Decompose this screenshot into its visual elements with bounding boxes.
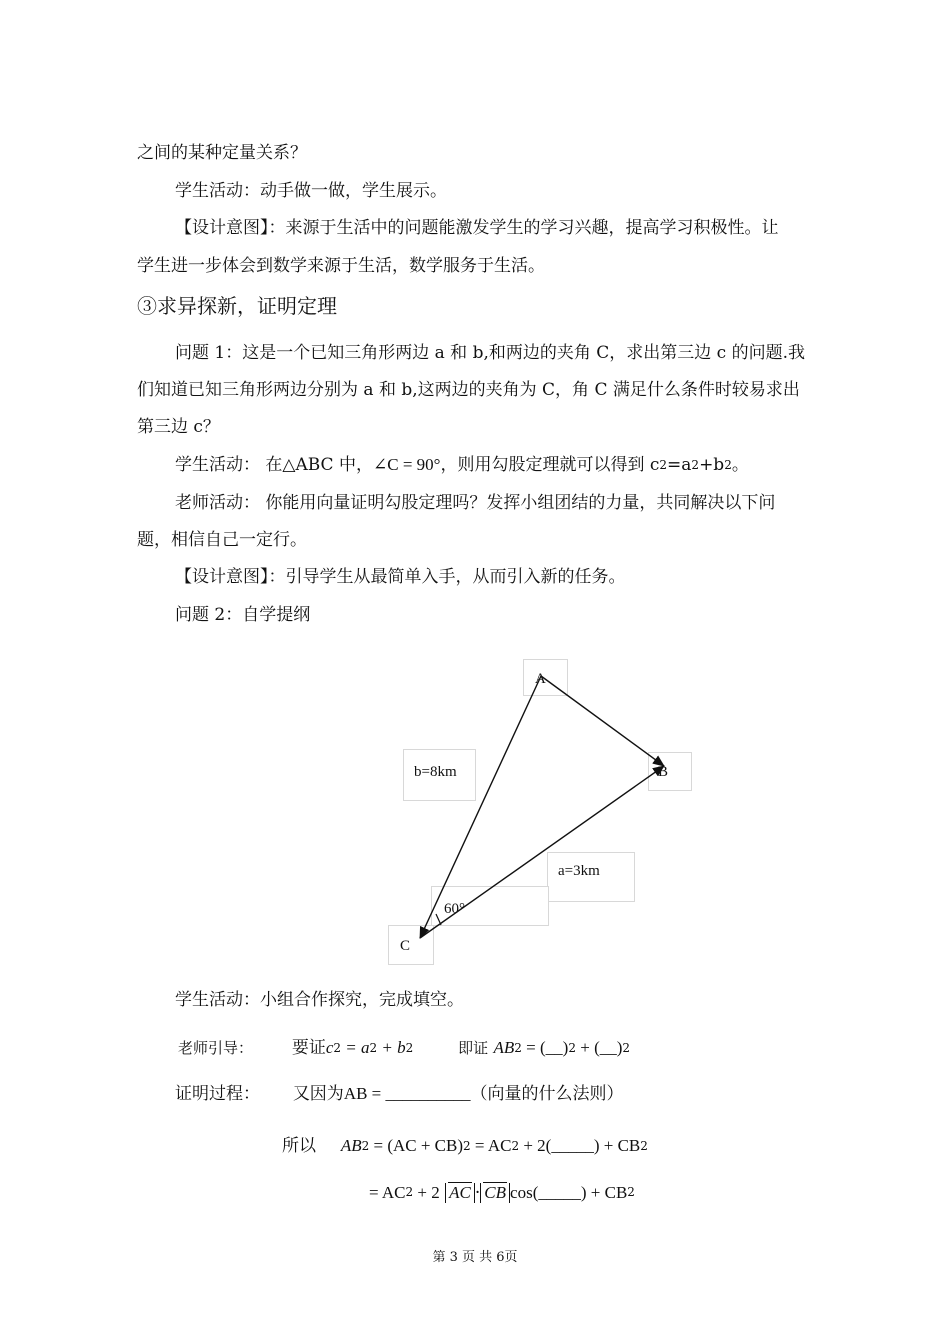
text-line: 老师活动： 你能用向量证明勾股定理吗？发挥小组团结的力量，共同解决以下问 — [175, 493, 776, 513]
side-label-a: a=3km — [558, 863, 600, 879]
text-line: 学生活动：小组合作探究，完成填空。 — [175, 990, 464, 1010]
teacher-guide-line: 老师引导： 要证$c^2 = a^2 + b^2$ 即证 $AB^2$ = (__)$^2$ + (__)$^2$ — [178, 1038, 631, 1058]
text-line: 问题 2：自学提纲 — [175, 605, 311, 625]
angle-arc — [436, 914, 441, 925]
vertex-label-A: A — [535, 671, 546, 687]
text-line: 学生进一步体会到数学来源于生活，数学服务于生活。 — [137, 256, 545, 276]
text-line: 题，相信自己一定行。 — [137, 530, 307, 550]
right-angle-condition: ∠C = 90° — [372, 455, 441, 474]
proof-line: 证明过程： 又因为AB = __________（向量的什么法则） — [175, 1084, 624, 1104]
text-line: 之间的某种定量关系？ — [137, 143, 307, 163]
side-b — [420, 676, 541, 938]
text-line: 【设计意图】：来源于生活中的问题能激发学生的学习兴趣，提高学习积极性。让 — [175, 218, 779, 238]
guide-ie: 即证 — [458, 1039, 489, 1057]
vertex-label-C: C — [400, 938, 411, 954]
pythagoras-formula: $c^2=a^2+b^2$ — [649, 455, 732, 475]
text-line: 【设计意图】：引导学生从最简单入手，从而引入新的任务。 — [175, 567, 626, 587]
proof-label: 证明过程： — [175, 1084, 260, 1104]
equation-line-1: 所以 $AB^2 = (AC + CB)^2 = AC^2$ + 2(_____) + $CB^2$ — [282, 1136, 648, 1156]
guide-want: 要证 — [291, 1038, 326, 1058]
guide-label: 老师引导： — [178, 1039, 254, 1057]
student-activity-prefix: 学生活动： 在△ABC 中， — [175, 455, 373, 475]
side-ab — [541, 676, 664, 766]
text-line: 们知道已知三角形两边分别为 a 和 b,这两边的夹角为 C，角 C 满足什么条件时较易求出 — [137, 380, 800, 400]
text-line: 第三边 c？ — [137, 417, 220, 437]
equation-line-2: = $AC^2 + 2$ AC · CB cos(_____) + $CB^2$ — [369, 1183, 635, 1203]
section-heading: ③求异探新，证明定理 — [137, 294, 337, 318]
student-activity-line: 学生活动： 在△ABC 中，∠C = 90°，则用勾股定理就可以得到 $c^2=a^2+b^2$。 — [175, 455, 749, 475]
page-footer: 第 3 页 共 6页 — [432, 1250, 518, 1265]
angle-label: 60° — [444, 901, 465, 917]
text-line: 问题 1：这是一个已知三角形两边 a 和 b,和两边的夹角 C，求出第三边 c 的问题.我 — [175, 343, 805, 363]
text-line: 学生活动：动手做一做，学生展示。 — [175, 181, 447, 201]
vertex-label-B: B — [658, 764, 669, 780]
student-activity-suffix: ，则用勾股定理就可以得到 — [440, 455, 645, 475]
side-label-b: b=8km — [414, 764, 457, 780]
